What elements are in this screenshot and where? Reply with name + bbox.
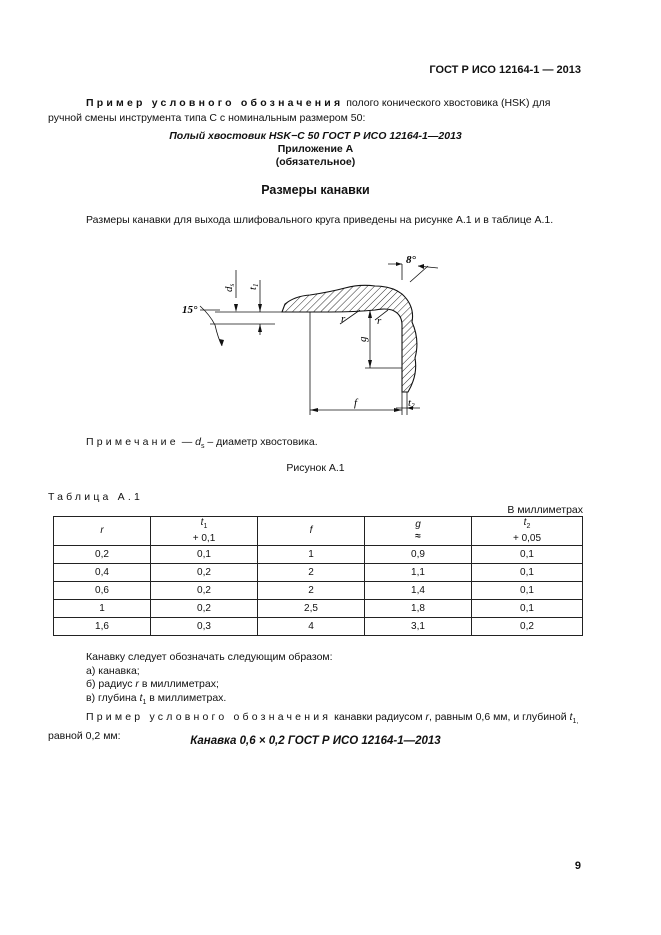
rules-intro: Канавку следует обозначать следующим образом:: [86, 651, 333, 663]
designation-line-2: Канавка 0,6 × 0,2 ГОСТ Р ИСО 12164-1—2013: [190, 735, 441, 747]
table-title: Таблица А.1: [48, 491, 144, 503]
table-cell: 1,1: [365, 564, 472, 582]
figure-note: Примечание — $d_s$ – диаметр хвостовика.: [86, 436, 318, 451]
table-cell: 0,1: [472, 582, 583, 600]
table-cell: 1: [258, 546, 365, 564]
label-ds: ds: [223, 283, 236, 292]
label-f: f: [354, 397, 358, 409]
rule-b: б) радиус r в миллиметрах;: [86, 678, 219, 690]
table-cell: 0,3: [151, 618, 258, 636]
table-row: [54, 564, 583, 582]
annex-title: Приложение А: [277, 143, 354, 155]
header-t1: $t_1$ + 0,1: [151, 517, 258, 546]
table-row: [54, 618, 583, 636]
note-lead: Примечание: [86, 436, 179, 448]
table-cell: 0,1: [472, 600, 583, 618]
table-cell: 2: [258, 582, 365, 600]
table-units: В миллиметрах: [507, 504, 583, 516]
designation-rules: [86, 651, 333, 709]
header-g: g ≈: [365, 517, 472, 546]
intro-paragraph: Размеры канавки для выхода шлифовального круга приведены на рисунке А.1 и в таблице А.1.: [86, 214, 554, 226]
table-cell: 0,6: [54, 582, 151, 600]
label-angle-8: 8°: [406, 254, 416, 266]
table-cell: 0,2: [151, 582, 258, 600]
header-r: r: [54, 517, 151, 546]
label-t2: t2: [408, 397, 415, 410]
table-row: [54, 582, 583, 600]
table-cell: 0,2: [151, 564, 258, 582]
table-cell: 4: [258, 618, 365, 636]
table-cell: 1,6: [54, 618, 151, 636]
example-text: полого конического хвостовика (HSK) для ручной смены инструмента типа C с номинальным размером 50:: [48, 97, 551, 124]
figure-caption: Рисунок А.1: [286, 462, 345, 474]
table-cell: 1,4: [365, 582, 472, 600]
annex-status: (обязательное): [275, 156, 356, 168]
table-cell: 0,2: [151, 600, 258, 618]
document-header: ГОСТ Р ИСО 12164-1 — 2013: [429, 64, 581, 76]
label-r-outer: r: [341, 313, 346, 325]
table-cell: 0,1: [472, 546, 583, 564]
header-f: f: [258, 517, 365, 546]
table-cell: 2,5: [258, 600, 365, 618]
table-cell: 0,1: [151, 546, 258, 564]
rule-a: а) канавка;: [86, 664, 140, 677]
designation-example: [48, 130, 583, 169]
table-row: [54, 546, 583, 564]
example2-lead: Пример условного обозначения: [86, 711, 332, 723]
table-cell: 2: [258, 564, 365, 582]
section-title: Размеры канавки: [261, 183, 370, 197]
label-r-inner: r: [377, 315, 382, 327]
table-cell: 3,1: [365, 618, 472, 636]
table-row: [54, 600, 583, 618]
dimensions-table: [53, 516, 583, 636]
header-t2: $t_2$ + 0,05: [472, 517, 583, 546]
table-cell: 0,2: [472, 618, 583, 636]
table-body: [54, 546, 583, 636]
table-cell: 1: [54, 600, 151, 618]
example-paragraph-2: Пример условного обозначения канавки радиусом r, равным 0,6 мм, и глубиной $t_{1,}$ равной 0,2 мм:: [48, 711, 579, 743]
part-section: [282, 285, 417, 392]
table-cell: 0,2: [54, 546, 151, 564]
table-cell: 1,8: [365, 600, 472, 618]
groove-figure: [170, 250, 450, 420]
table-cell: 0,4: [54, 564, 151, 582]
label-g: g: [357, 336, 369, 342]
rule-c: в) глубина $t_1$ в миллиметрах.: [86, 691, 227, 706]
designation-line: Полый хвостовик HSK−C 50 ГОСТ Р ИСО 12164-1—2013: [169, 130, 462, 142]
table-cell: 0,9: [365, 546, 472, 564]
page-number: 9: [574, 860, 581, 872]
label-t1: t1: [247, 283, 260, 290]
table-cell: 0,1: [472, 564, 583, 582]
label-angle-15: 15°: [182, 304, 198, 316]
example-paragraph: [48, 96, 583, 126]
example-lead: Пример условного обозначения: [86, 97, 344, 109]
table-header-row: [54, 517, 583, 546]
